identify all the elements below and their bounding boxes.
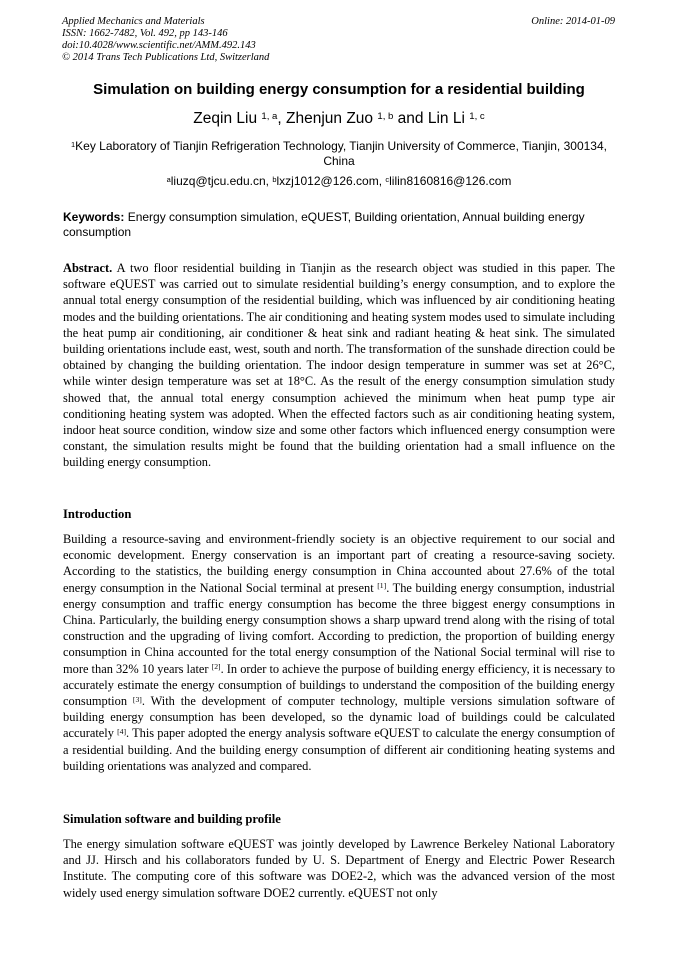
author-name: Lin Li [427, 110, 465, 127]
citation-ref: [1] [377, 581, 387, 591]
citation-ref: [4] [117, 726, 127, 736]
paragraph-text: . With the development of computer technology, multiple versions simulation software of building energy consumption has been developed, so the dynamic load of buildings could be calculated accurately [63, 694, 615, 741]
author-emails [0, 174, 678, 188]
paragraph-text: . The building energy consumption, industrial energy consumption and traffic energy consumption has become the three biggest energy consumptions in China. Particularly, the building energy consumption shows a sharp upward trend along with the rising of total construction and the upgrading of living comfort. According to prediction, the proportion of building energy consumption in China accounted for the total energy consumption of the National Social terminal will rise to more than 32% 10 years later [63, 580, 615, 676]
doi-line: doi:10.4028/www.scientific.net/AMM.492.143 [62, 40, 256, 51]
journal-name: Applied Mechanics and Materials [62, 16, 205, 27]
author-list [0, 110, 678, 128]
affiliation-text: Key Laboratory of Tianjin Refrigeration Technology, Tianjin University of Commerce, Tianjin, 300134, China [75, 139, 607, 168]
email-address: lxzj1012@126.com, [276, 174, 386, 188]
email-mark: a [166, 174, 171, 184]
email-address: liuzq@tjcu.edu.cn, [170, 174, 273, 188]
email-mark: c [385, 174, 390, 184]
keywords [63, 210, 616, 239]
copyright-line: © 2014 Trans Tech Publications Ltd, Switzerland [62, 52, 270, 63]
author-affiliation-mark: 1, c [469, 110, 485, 122]
paragraph-text: . In order to achieve the purpose of building energy efficiency, it is necessary to accurately estimate the energy consumption of buildings to understand the composition of the building energy consumption [63, 661, 616, 709]
abstract [63, 260, 615, 471]
email-address: lilin8160816@126.com [389, 174, 512, 188]
introduction-heading: Introduction [63, 507, 132, 521]
abstract-label: Abstract. [63, 261, 113, 275]
affiliation-mark: 1 [71, 139, 76, 149]
author-affiliation-mark: 1, a [261, 110, 278, 122]
paragraph-text: . This paper adopted the energy analysis software eQUEST to calculate the energy consumption of a residential building. And the building energy consumption of different air conditioning heating systems and building orientations was analyzed and compared. [63, 726, 615, 773]
email-mark: b [272, 174, 277, 184]
paper-title: Simulation on building energy consumption for a residential building [93, 81, 585, 98]
author-name: Zeqin Liu [193, 110, 258, 127]
introduction-paragraph [63, 531, 615, 774]
author-name: Zhenjun Zuo [286, 110, 374, 127]
affiliation [70, 139, 608, 169]
software-paragraph: The energy simulation software eQUEST was jointly developed by Lawrence Berkeley National Laboratory and JJ. Hirsch and his collaborators funded by U. S. Department of Energy and Electric Power Research Institute. The computing core of this software was DOE2-2, which was the advanced version of the most widely used energy simulation software DOE2 currently. eQUEST not only [63, 837, 615, 900]
online-date: Online: 2014-01-09 [531, 16, 615, 27]
author-separator: and [393, 110, 428, 127]
keywords-text: Energy consumption simulation, eQUEST, Building orientation, Annual building energy consumption [63, 210, 585, 239]
author-separator: , [277, 110, 287, 127]
paragraph-text: Building a resource-saving and environment-friendly society is an objective requirement to our social and economic development. Energy conservation is an important part of creating a resource-saving society. According to the statistics, the building energy consumption in China accounted about 27.6% of the total energy consumption in the National Social terminal at present [63, 532, 615, 595]
abstract-text: A two floor residential building in Tianjin as the research object was studied in this paper. The software eQUEST was carried out to simulate residential building’s energy consumption, and to explore the annual total energy consumption of the residential building, which was influenced by air conditioning heating modes and the building orientations. The air conditioning and heating system modes used to simulate including the heat pump air conditioning, air conditioner & heat sink and radiant heating & heat sink. The simulated building orientations include east, west, south and north. The transformation of the sunshade direction could be obtained by changing the building orientation. The indoor design temperature in summer was set at 26°C, while winter design temperature was set at 18°C. As the result of the energy consumption simulation study showed that, the annual total energy consumption achieved the minimum when heat pump type air conditioning heating system was adopted. When the effected factors such as air conditioning heating system, indoor heat source condition, window size and some other factors which influenced energy consumption were constant, the simulation results might be found that the building orientation had a small influence on the building energy consumption. [63, 261, 615, 470]
citation-ref: [3] [132, 694, 142, 704]
software-heading: Simulation software and building profile [63, 812, 281, 826]
author-affiliation-mark: 1, b [377, 110, 394, 122]
issn-line: ISSN: 1662-7482, Vol. 492, pp 143-146 [62, 28, 228, 39]
keywords-label: Keywords: [63, 210, 125, 224]
citation-ref: [2] [211, 662, 221, 672]
